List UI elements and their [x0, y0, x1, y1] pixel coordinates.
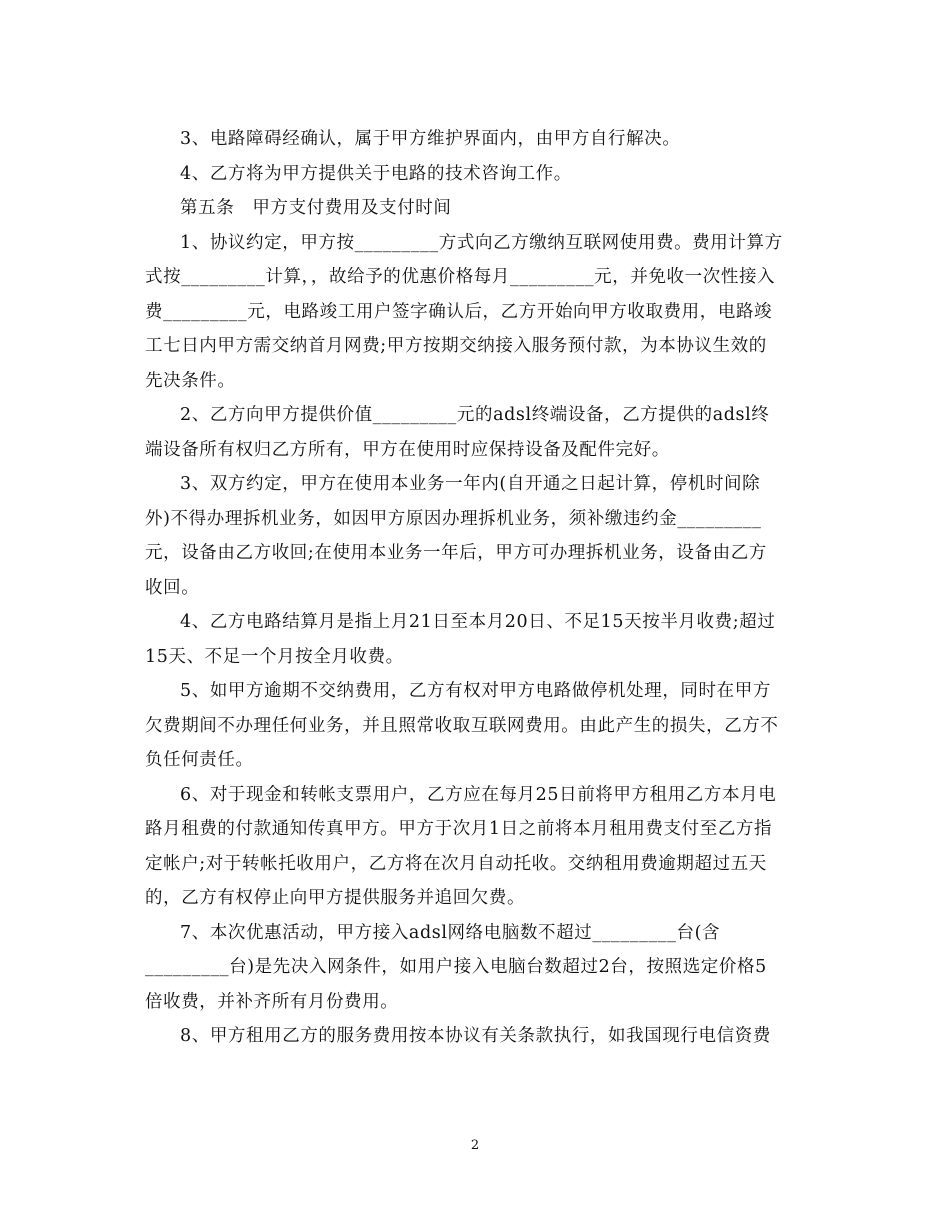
text-line: 8、甲方租用乙方的服务费用按本协议有关条款执行，如我国现行电信资费: [180, 1026, 771, 1046]
paragraph-6-payment-notice: [145, 778, 810, 916]
text-line: 工七日内甲方需交纳首月网费;甲方按期交纳接入服务预付款，为本协议生效的: [145, 336, 767, 356]
text-line: 先决条件。: [145, 370, 236, 391]
paragraph-4-technical-consulting: [145, 157, 810, 192]
text-line: 4、乙方电路结算月是指上月21日至本月20日、不足15天按半月收费;超过: [180, 612, 776, 632]
article-5-heading: [145, 191, 810, 226]
text-line: 费_________元，电路竣工用户签字确认后，乙方开始向甲方收取费用，电路竣: [145, 301, 773, 322]
text-line: 的，乙方有权停止向甲方提供服务并追回欠费。: [145, 888, 526, 908]
text-line: 6、对于现金和转帐支票用户，乙方应在每月25日前将甲方租用乙方本月电: [180, 784, 777, 805]
text-line: 3、电路障碍经确认，属于甲方维护界面内，由甲方自行解决。: [180, 129, 681, 149]
text-line: 收回。: [145, 577, 200, 598]
paragraph-3-one-year-term: [145, 467, 810, 605]
text-line: 元，设备由乙方收回;在使用本业务一年后，甲方可办理拆机业务，设备由乙方: [145, 543, 767, 563]
paragraph-7-computer-limit: [145, 916, 810, 1020]
text-line: 外)不得办理拆机业务，如因甲方原因办理拆机业务，须补缴违约金_________: [145, 508, 762, 529]
paragraph-8-service-fees: [145, 1019, 810, 1054]
text-line: 3、双方约定，甲方在使用本业务一年内(自开通之日起计算，停机时间除: [180, 474, 761, 494]
paragraph-4-billing-month: [145, 605, 810, 674]
text-line: 5、如甲方逾期不交纳费用，乙方有权对甲方电路做停机处理，同时在甲方: [180, 681, 771, 701]
text-line: 第五条 甲方支付费用及支付时间: [180, 198, 452, 218]
paragraph-3-circuit-fault: [145, 122, 810, 157]
paragraph-5-overdue-fees: [145, 674, 810, 778]
text-line: _________台)是先决入网条件，如用户接入电脑台数超过2台，按照选定价格5: [145, 957, 767, 977]
document-body: [145, 122, 810, 1054]
text-line: 4、乙方将为甲方提供关于电路的技术咨询工作。: [180, 163, 572, 184]
text-line: 2、乙方向甲方提供价值_________元的adsl终端设备，乙方提供的adsl终: [180, 405, 770, 425]
paragraph-2-adsl-equipment: [145, 398, 810, 467]
text-line: 倍收费，并补齐所有月份费用。: [145, 991, 399, 1012]
text-line: 欠费期间不办理任何业务，并且照常收取互联网费用。由此产生的损失，乙方不: [145, 715, 779, 736]
text-line: 式按_________计算，，故给予的优惠价格每月_________元，并免收一次性接入: [145, 267, 776, 287]
text-line: 15天、不足一个月按全月收费。: [145, 646, 404, 667]
text-line: 1、协议约定，甲方按_________方式向乙方缴纳互联网使用费。费用计算方: [180, 232, 783, 253]
page-number: 2: [470, 1138, 480, 1153]
text-line: 定帐户;对于转帐托收用户，乙方将在次月自动托收。交纳租用费逾期超过五天: [145, 853, 767, 874]
paragraph-1-fee-agreement: [145, 226, 810, 399]
text-line: 路月租费的付款通知传真甲方。甲方于次月1日之前将本月租用费支付至乙方指: [145, 819, 773, 839]
text-line: 7、本次优惠活动，甲方接入adsl网络电脑数不超过_________台(含: [180, 922, 721, 943]
text-line: 端设备所有权归乙方所有，甲方在使用时应保持设备及配件完好。: [145, 439, 670, 460]
text-line: 负任何责任。: [145, 750, 254, 770]
